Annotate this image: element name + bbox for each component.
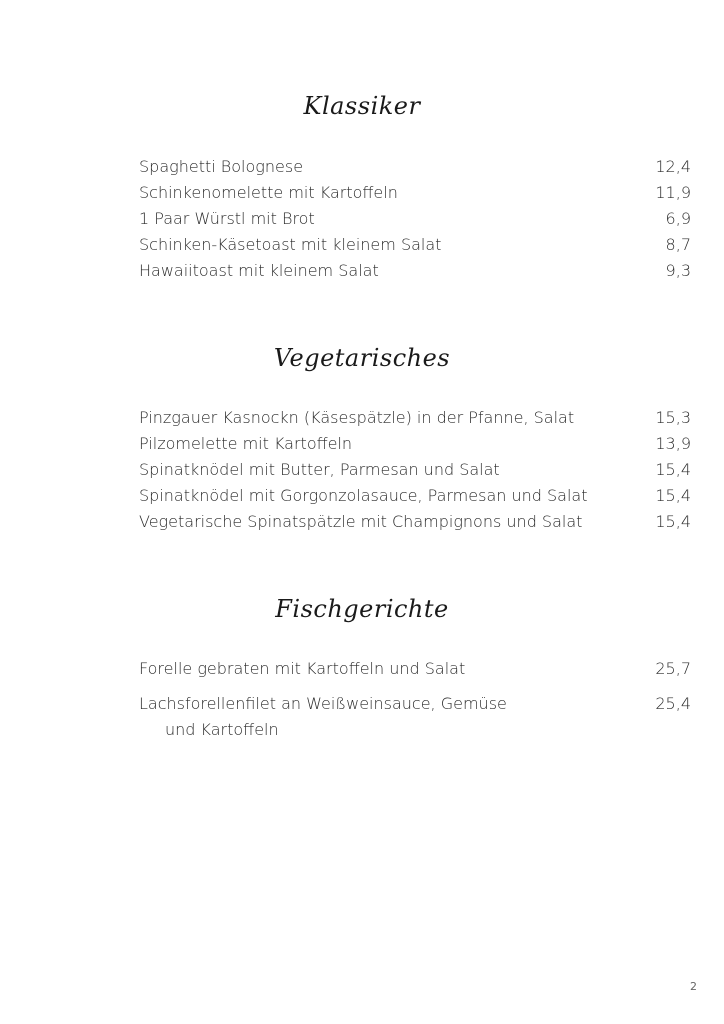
menu-item xyxy=(139,509,691,535)
menu-item-name: 1 Paar Würstl mit Brot xyxy=(139,209,315,228)
menu-item-price: 25,7 xyxy=(655,659,691,678)
menu-item-price: 15,4 xyxy=(655,460,691,479)
section-title-fischgerichte: Fischgerichte xyxy=(275,595,449,623)
menu-item xyxy=(139,405,691,431)
menu-item-name: Forelle gebraten mit Kartoffeln und Salat xyxy=(139,659,466,678)
menu-item xyxy=(139,691,691,743)
menu-item-name-wrapper xyxy=(139,691,507,743)
menu-item xyxy=(139,457,691,483)
menu-item xyxy=(139,483,691,509)
menu-item xyxy=(139,206,691,232)
menu-item xyxy=(139,154,691,180)
page-number: 2 xyxy=(690,980,697,993)
menu-item-name: Schinken-Käsetoast mit kleinem Salat xyxy=(139,235,442,254)
menu-item-name: Hawaiitoast mit kleinem Salat xyxy=(139,261,379,280)
section-title-vegetarisches: Vegetarisches xyxy=(273,344,451,372)
menu-item-name: Lachsforellenfilet an Weißweinsauce, Gemüse xyxy=(139,694,507,713)
menu-item-name: Vegetarische Spinatspätzle mit Champignons und Salat xyxy=(139,512,583,531)
menu-item-price: 25,4 xyxy=(655,694,691,713)
menu-item-price: 6,9 xyxy=(665,209,691,228)
menu-item-name: Spinatknödel mit Butter, Parmesan und Salat xyxy=(139,460,500,479)
section-title-klassiker: Klassiker xyxy=(303,92,421,120)
menu-item-price: 11,9 xyxy=(655,183,691,202)
menu-item-price: 15,4 xyxy=(655,512,691,531)
menu-item xyxy=(139,656,691,682)
menu-item xyxy=(139,431,691,457)
menu-item-price: 12,4 xyxy=(655,157,691,176)
menu-item xyxy=(139,232,691,258)
menu-item-name: Spaghetti Bolognese xyxy=(139,157,304,176)
menu-item-price: 13,9 xyxy=(655,434,691,453)
menu-item-name: Spinatknödel mit Gorgonzolasauce, Parmesan und Salat xyxy=(139,486,588,505)
menu-item-price: 15,3 xyxy=(655,408,691,427)
menu-item-price: 9,3 xyxy=(665,261,691,280)
menu-item-price: 8,7 xyxy=(665,235,691,254)
menu-item-name-continuation: und Kartoffeln xyxy=(165,720,279,739)
menu-item xyxy=(139,258,691,284)
menu-item-name: Schinkenomelette mit Kartoffeln xyxy=(139,183,398,202)
menu-item-name: Pilzomelette mit Kartoffeln xyxy=(139,434,353,453)
menu-item xyxy=(139,180,691,206)
menu-item-price: 15,4 xyxy=(655,486,691,505)
menu-item-name: Pinzgauer Kasnockn (Käsespätzle) in der Pfanne, Salat xyxy=(139,408,575,427)
